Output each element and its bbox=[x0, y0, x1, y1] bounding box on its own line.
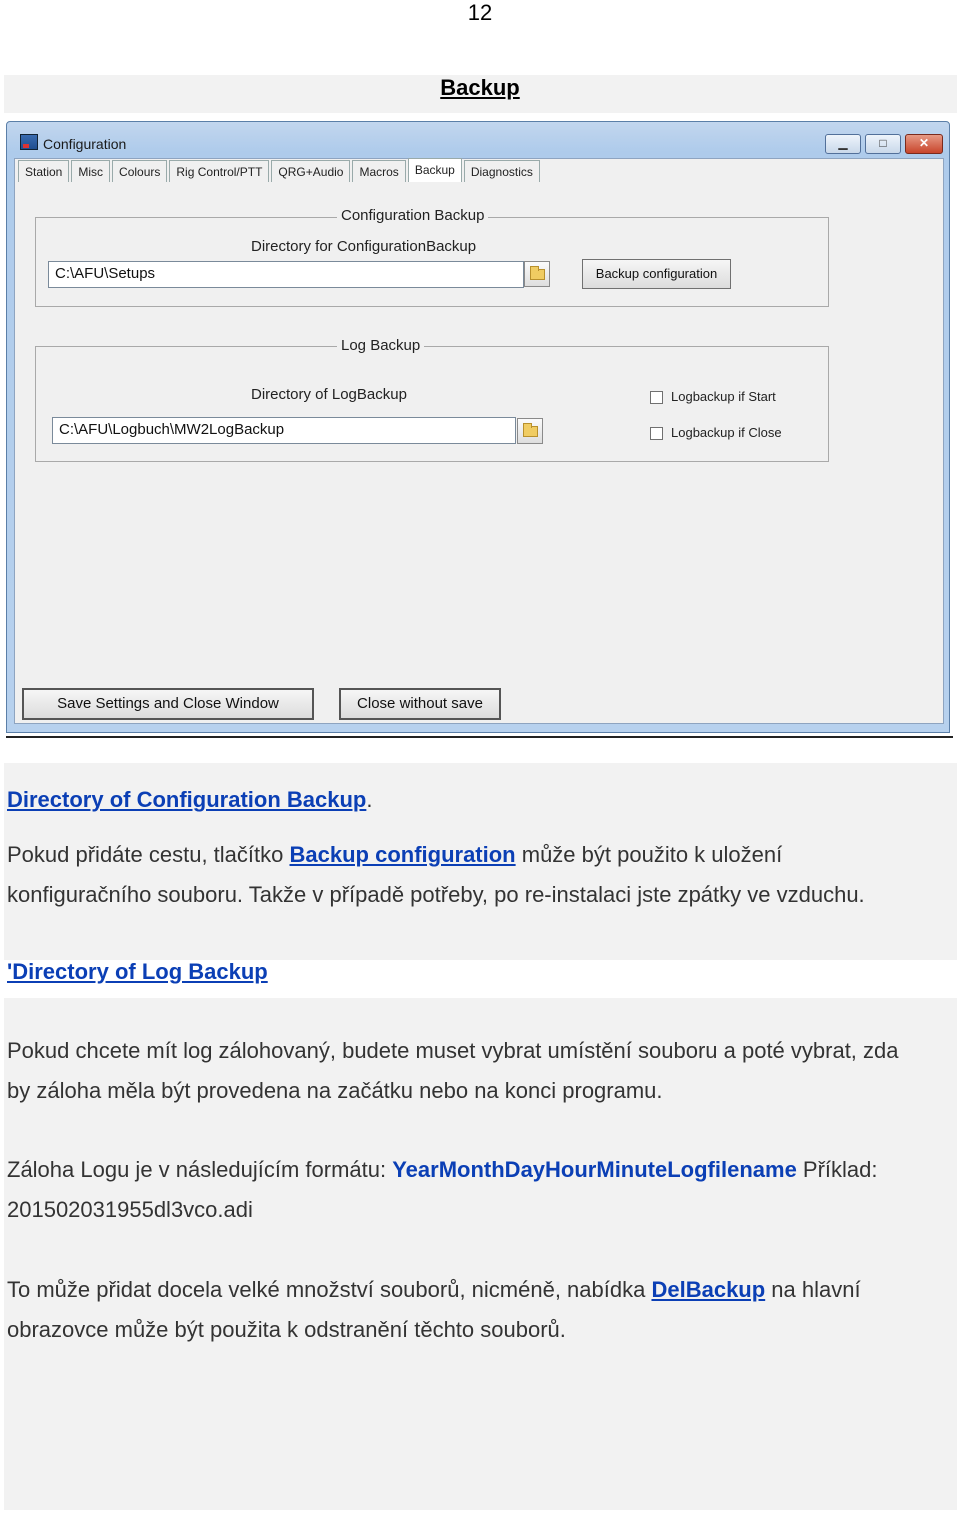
close-button[interactable]: ✕ bbox=[905, 134, 943, 154]
tab-macros[interactable]: Macros bbox=[352, 160, 405, 182]
tab-qrg-audio[interactable]: QRG+Audio bbox=[271, 160, 350, 182]
folder-icon bbox=[523, 426, 538, 437]
window-title: Configuration bbox=[43, 136, 127, 152]
config-backup-legend: Configuration Backup bbox=[337, 207, 488, 224]
log-heading-link[interactable]: 'Directory of Log Backup bbox=[7, 959, 268, 984]
config-browse-button[interactable] bbox=[524, 261, 550, 287]
logbackup-close-label: Logbackup if Close bbox=[671, 425, 782, 440]
folder-icon bbox=[530, 269, 545, 280]
config-path-input[interactable]: C:\AFU\Setups bbox=[48, 261, 524, 288]
log-backup-group bbox=[35, 346, 829, 462]
paragraph-6: 201502031955dl3vco.adi bbox=[7, 1197, 253, 1222]
text-band-2 bbox=[4, 998, 957, 1510]
paragraph-4: by záloha měla být provedena na začátku nebo na konci programu. bbox=[7, 1078, 663, 1103]
backup-configuration-button[interactable]: Backup configuration bbox=[582, 259, 731, 289]
tab-diagnostics[interactable]: Diagnostics bbox=[464, 160, 540, 182]
delbackup-link[interactable]: DelBackup bbox=[651, 1277, 766, 1302]
config-dir-label: Directory for ConfigurationBackup bbox=[251, 238, 477, 255]
minimize-button[interactable]: ▁ bbox=[825, 134, 861, 154]
tab-colours[interactable]: Colours bbox=[112, 160, 167, 182]
log-path-input[interactable]: C:\AFU\Logbuch\MW2LogBackup bbox=[52, 417, 516, 444]
page-number: 12 bbox=[467, 0, 493, 25]
format-string: YearMonthDayHourMinuteLogfilename bbox=[392, 1157, 797, 1182]
logbackup-start-label: Logbackup if Start bbox=[671, 389, 776, 404]
log-browse-button[interactable] bbox=[517, 418, 543, 444]
config-heading: Directory of Configuration Backup. bbox=[7, 787, 373, 812]
tab-station[interactable]: Station bbox=[18, 160, 69, 182]
app-icon bbox=[20, 134, 38, 150]
page-title: Backup bbox=[440, 75, 520, 100]
save-close-button[interactable]: Save Settings and Close Window bbox=[22, 688, 314, 720]
logbackup-start-checkbox[interactable] bbox=[650, 391, 663, 404]
paragraph-1: Pokud přidáte cestu, tlačítko Backup configuration může být použito k uložení bbox=[7, 842, 783, 867]
tab-misc[interactable]: Misc bbox=[71, 160, 110, 182]
tab-rig-control[interactable]: Rig Control/PTT bbox=[169, 160, 269, 182]
maximize-button[interactable]: □ bbox=[865, 134, 901, 154]
close-without-save-button[interactable]: Close without save bbox=[339, 688, 501, 720]
log-backup-legend: Log Backup bbox=[337, 337, 424, 354]
log-heading bbox=[7, 959, 268, 985]
paragraph-3: Pokud chcete mít log zálohovaný, budete muset vybrat umístění souboru a poté vybrat, zda bbox=[7, 1038, 899, 1063]
screenshot-bottom-border bbox=[6, 736, 953, 738]
paragraph-5: Záloha Logu je v následujícím formátu: YearMonthDayHourMinuteLogfilename Příklad: bbox=[7, 1157, 878, 1182]
paragraph-8: obrazovce může být použita k odstranění těchto souborů. bbox=[7, 1317, 566, 1342]
paragraph-7: To může přidat docela velké množství souborů, nicméně, nabídka DelBackup na hlavní bbox=[7, 1277, 861, 1302]
paragraph-2: konfiguračního souboru. Takže v případě potřeby, po re-instalaci jste zpátky ve vzduchu. bbox=[7, 882, 865, 907]
tab-backup[interactable]: Backup bbox=[408, 158, 462, 182]
log-dir-label: Directory of LogBackup bbox=[251, 386, 407, 403]
backup-configuration-link[interactable]: Backup configuration bbox=[289, 842, 516, 867]
tab-bar bbox=[18, 160, 542, 184]
config-heading-link[interactable]: Directory of Configuration Backup bbox=[7, 787, 367, 812]
logbackup-close-checkbox[interactable] bbox=[650, 427, 663, 440]
